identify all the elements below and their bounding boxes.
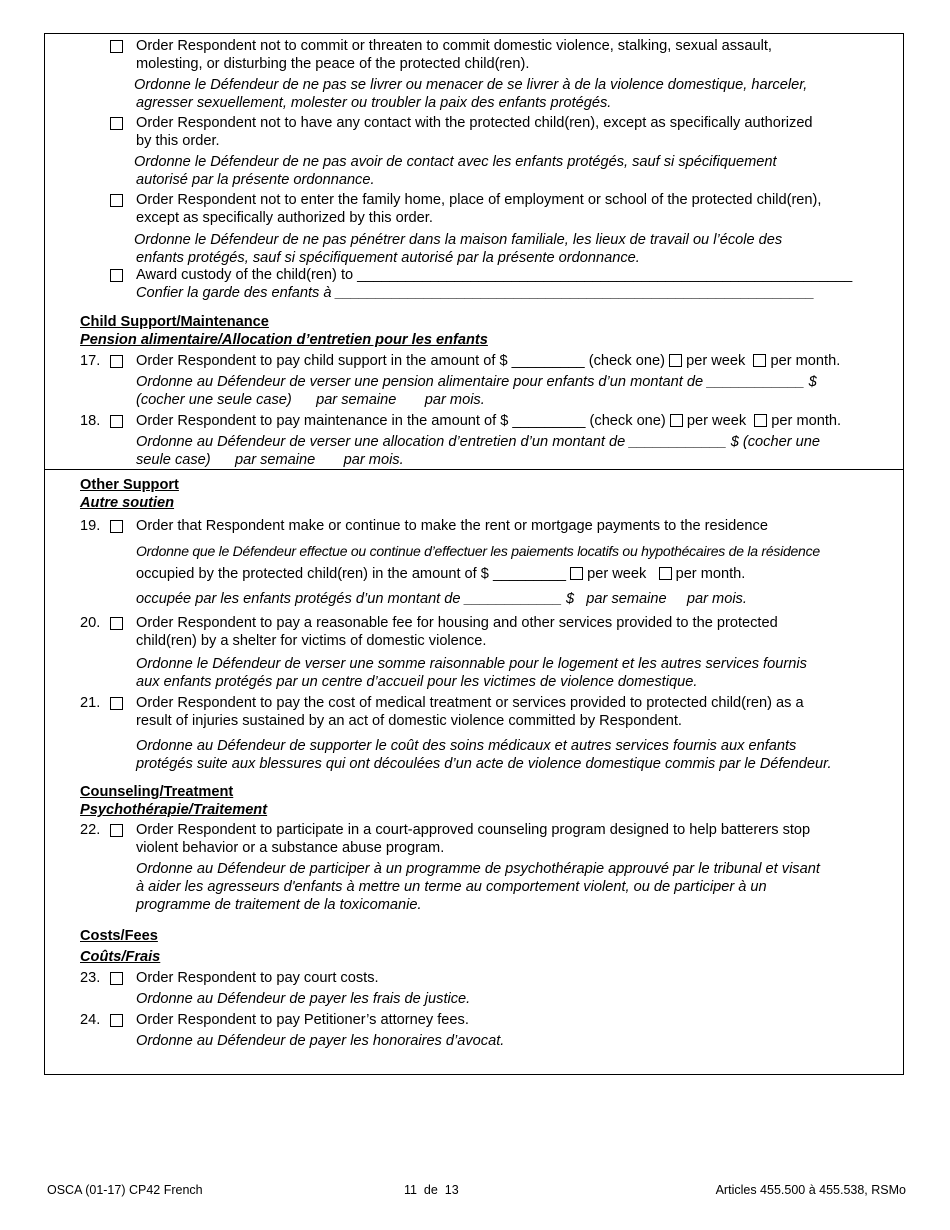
item-text-fr: Ordonne au Défendeur de payer les frais de justice.: [136, 991, 471, 1007]
checkbox[interactable]: [110, 355, 123, 368]
item-text-en: violent behavior or a substance abuse program.: [136, 840, 445, 856]
item-text-en: Order Respondent not to commit or threaten to commit domestic violence, stalking, sexual assault,: [136, 38, 772, 54]
checkbox[interactable]: [110, 40, 123, 53]
item-text-fr: Ordonne le Défendeur de ne pas avoir de contact avec les enfants protégés, sauf si spécifiquement: [134, 154, 777, 170]
section-heading-fr: Psychothérapie/Traitement: [80, 802, 268, 818]
checkbox[interactable]: [110, 194, 123, 207]
item-number: 20.: [80, 615, 101, 631]
item-text-en: Order Respondent to pay court costs.: [136, 970, 379, 986]
checkbox[interactable]: [110, 520, 123, 533]
item-text-fr: agresser sexuellement, molester ou troubler la paix des enfants protégés.: [136, 95, 612, 111]
item-text-en: by this order.: [136, 133, 220, 149]
item-number: 24.: [80, 1012, 101, 1028]
checkbox[interactable]: [110, 269, 123, 282]
item-text-en: Order Respondent to pay maintenance in the amount of $ _________ (check one) per week per month.: [136, 413, 842, 429]
footer-page-number: 11 de 13: [404, 1183, 459, 1197]
checkbox[interactable]: [110, 697, 123, 710]
checkbox[interactable]: [110, 117, 123, 130]
item-text-en: Order Respondent not to enter the family home, place of employment or school of the protected child(ren),: [136, 192, 822, 208]
item-text-en: molesting, or disturbing the peace of the protected child(ren).: [136, 56, 530, 72]
item-text-fr: Ordonne le Défendeur de ne pas pénétrer dans la maison familiale, les lieux de travail ou l’école des: [134, 232, 783, 248]
checkbox[interactable]: [110, 1014, 123, 1027]
item-text-fr: protégés suite aux blessures qui ont découlées d’un acte de violence domestique commis par le Défendeur.: [136, 756, 832, 772]
item-text-fr: enfants protégés, sauf si spécifiquement autorisé par la présente ordonnance.: [136, 250, 640, 266]
item-text-fr: Ordonne le Défendeur de verser une somme raisonnable pour le logement et les autres services fournis: [136, 656, 807, 672]
footer-statute: Articles 455.500 à 455.538, RSMo: [715, 1183, 906, 1197]
item-text-fr: Ordonne le Défendeur de ne pas se livrer ou menacer de se livrer à de la violence domestique, harceler,: [134, 77, 808, 93]
item-text-fr: autorisé par la présente ordonnance.: [136, 172, 375, 188]
item-text-en: Order Respondent to participate in a court-approved counseling program designed to help batterers stop: [136, 822, 811, 838]
item-text-en: Order Respondent to pay child support in the amount of $ _________ (check one) per week per month.: [136, 353, 841, 369]
item-text-en: Order that Respondent make or continue to make the rent or mortgage payments to the residence: [136, 518, 768, 534]
checkbox-per-month[interactable]: [659, 567, 672, 580]
section-heading-en: Counseling/Treatment: [80, 784, 234, 800]
item-number: 19.: [80, 518, 101, 534]
item-text-en: Order Respondent to pay the cost of medical treatment or services provided to protected child(ren) as a: [136, 695, 804, 711]
section-heading-fr: Coûts/Frais: [80, 949, 161, 965]
section-heading-en: Other Support: [80, 477, 179, 493]
item-text-fr: Ordonne que le Défendeur effectue ou continue d’effectuer les paiements locatifs ou hypothécaires de la résidence: [136, 543, 820, 559]
item-text-en: Order Respondent to pay Petitioner’s attorney fees.: [136, 1012, 469, 1028]
item-text-en: Order Respondent to pay a reasonable fee for housing and other services provided to the protected: [136, 615, 778, 631]
item-text-en: except as specifically authorized by this order.: [136, 210, 433, 226]
checkbox-per-week[interactable]: [670, 414, 683, 427]
item-text-fr: Ordonne au Défendeur de verser une allocation d’entretien d’un montant de ____________ $ (cocher une: [136, 434, 820, 450]
item-text-fr: Ordonne au Défendeur de payer les honoraires d’avocat.: [136, 1033, 505, 1049]
section-heading-fr: Pension alimentaire/Allocation d’entretien pour les enfants: [80, 332, 488, 348]
checkbox[interactable]: [110, 824, 123, 837]
item-text-fr: Ordonne au Défendeur de supporter le coût des soins médicaux et autres services fournis aux enfants: [136, 738, 797, 754]
item-text-en: Order Respondent not to have any contact with the protected child(ren), except as specifically authorized: [136, 115, 813, 131]
checkbox[interactable]: [110, 617, 123, 630]
item-text-fr: seule case) par semaine par mois.: [136, 452, 404, 468]
item-text-fr: (cocher une seule case) par semaine par mois.: [136, 392, 485, 408]
item-text-fr: Ordonne au Défendeur de verser une pension alimentaire pour enfants d’un montant de ____________ $: [136, 374, 817, 390]
item-number: 22.: [80, 822, 101, 838]
item-text-fr: à aider les agresseurs d'enfants à mettre un terme au comportement violent, ou de participer à un: [136, 879, 767, 895]
item-number: 21.: [80, 695, 101, 711]
item-text-fr: aux enfants protégés par un centre d’accueil pour les victimes de violence domestique.: [136, 674, 698, 690]
item-text-fr: programme de traitement de la toxicomanie.: [136, 897, 422, 913]
checkbox[interactable]: [110, 415, 123, 428]
section-heading-en: Costs/Fees: [80, 928, 158, 944]
item-text-en: child(ren) by a shelter for victims of domestic violence.: [136, 633, 487, 649]
item-number: 18.: [80, 413, 101, 429]
item-number: 17.: [80, 353, 101, 369]
item-text-en: occupied by the protected child(ren) in the amount of $ _________ per week per month.: [136, 566, 746, 582]
item-text-fr: Confier la garde des enfants à ___________________________________________________________: [136, 285, 815, 301]
checkbox-per-week[interactable]: [570, 567, 583, 580]
section-heading-en: Child Support/Maintenance: [80, 314, 269, 330]
item-text-en: result of injuries sustained by an act of domestic violence committed by Respondent.: [136, 713, 682, 729]
section-heading-fr: Autre soutien: [80, 495, 175, 511]
checkbox-per-month[interactable]: [754, 414, 767, 427]
item-text-fr: occupée par les enfants protégés d’un montant de ____________ $ par semaine par mois.: [136, 591, 747, 607]
checkbox[interactable]: [110, 972, 123, 985]
checkbox-per-week[interactable]: [669, 354, 682, 367]
item-text-fr: Ordonne au Défendeur de participer à un programme de psychothérapie approuvé par le tribunal et visant: [136, 861, 820, 877]
item-number: 23.: [80, 970, 101, 986]
footer-form-id: OSCA (01-17) CP42 French: [47, 1183, 203, 1197]
item-text-en: Award custody of the child(ren) to _____________________________________________________________: [136, 267, 853, 283]
checkbox-per-month[interactable]: [753, 354, 766, 367]
